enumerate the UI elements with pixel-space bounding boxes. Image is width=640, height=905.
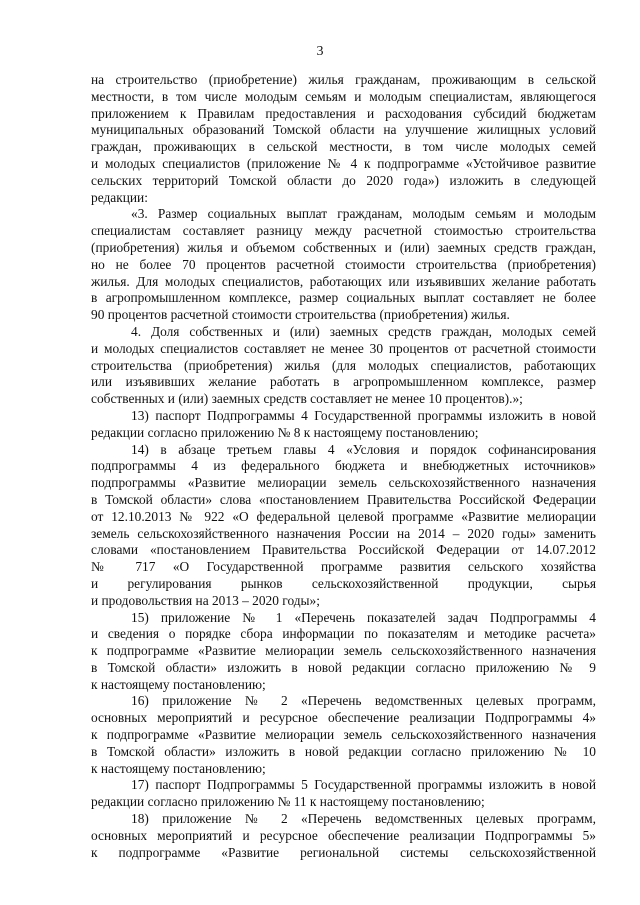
text-line: и регулирования рынков сельскохозяйственной продукции, сырья xyxy=(91,575,596,591)
text-line: к подпрограмме «Развитие мелиорации земель сельскохозяйственного назначения xyxy=(91,643,596,659)
text-line: сельских территорий Томской области до 2020 года») изложить в следующей xyxy=(91,172,596,188)
text-line: в агропромышленном комплексе, размер социальных выплат составляет не более xyxy=(91,290,596,306)
text-line: жилья. Для молодых специалистов, работающих или изъявивших желание работать xyxy=(91,273,596,289)
text-line: и продовольствия на 2013 – 2020 годы»; xyxy=(91,592,320,608)
text-line: 90 процентов расчетной стоимости строительства (приобретения) жилья. xyxy=(91,307,510,323)
text-line: граждан, проживающих в сельской местности, в том числе молодых семей xyxy=(91,139,596,155)
text-line: 14) в абзаце третьем главы 4 «Условия и порядок софинансирования xyxy=(131,441,596,457)
text-line: местности, в том числе молодым семьям и молодым специалистам, являющегося xyxy=(91,88,596,104)
text-line: в Томской области» слова «постановлением Правительства Российской Федерации xyxy=(91,491,596,507)
text-line: и молодых специалистов (приложение № 4 к подпрограмме «Устойчивое развитие xyxy=(91,155,596,171)
text-line: редакции согласно приложению № 8 к настоящему постановлению; xyxy=(91,424,479,440)
text-line: но не более 70 процентов расчетной стоимости строительства (приобретения) xyxy=(91,256,596,272)
text-line: земель сельскохозяйственного назначения России на 2014 – 2020 годы» заменить xyxy=(91,525,596,541)
text-line: от 12.10.2013 № 922 «О федеральной целевой программе «Развитие мелиорации xyxy=(91,508,596,524)
text-line: на строительство (приобретение) жилья гражданам, проживающим в сельской xyxy=(91,72,596,87)
text-line: к настоящему постановлению; xyxy=(91,676,266,692)
text-line: подпрограммы 4 из федерального бюджета и внебюджетных источников» xyxy=(91,458,596,474)
text-line: (приобретения) жилья и объемом собственных и (или) заемных средств граждан, xyxy=(91,239,596,255)
text-line: 4. Доля собственных и (или) заемных средств граждан, молодых семей xyxy=(131,323,596,339)
text-line: 16) приложение № 2 «Перечень ведомственных целевых программ, xyxy=(131,693,596,709)
text-line: «3. Размер социальных выплат гражданам, молодым семьям и молодым xyxy=(131,206,596,222)
text-line: собственных и (или) заемных средств составляет не менее 10 процентов).»; xyxy=(91,391,523,407)
text-line: основных мероприятий и ресурсное обеспечение реализации Подпрограммы 4» xyxy=(91,710,596,726)
text-line: специалистам составляет разницу между расчетной стоимостью строительства xyxy=(91,223,596,239)
text-line: строительства (приобретения) жилья (для молодых специалистов, работающих xyxy=(91,357,596,373)
text-line: в Томской области» изложить в новой редакции согласно приложению № 10 xyxy=(91,743,596,759)
text-line: к подпрограмме «Развитие мелиорации земель сельскохозяйственного назначения xyxy=(91,727,596,743)
text-line: 18) приложение № 2 «Перечень ведомственных целевых программ, xyxy=(131,811,596,827)
document-body xyxy=(91,72,596,861)
text-line: 17) паспорт Подпрограммы 5 Государственной программы изложить в новой xyxy=(131,777,596,793)
text-line: к подпрограмме «Развитие региональной системы сельскохозяйственной xyxy=(91,844,596,860)
text-line: словами «постановлением Правительства Российской Федерации от 14.07.2012 xyxy=(91,542,596,558)
text-line: и сведения о порядке сбора информации по показателям и методике расчета» xyxy=(91,626,596,642)
text-line: 13) паспорт Подпрограммы 4 Государственной программы изложить в новой xyxy=(131,407,596,423)
text-line: редакции согласно приложению № 11 к настоящему постановлению; xyxy=(91,794,485,810)
text-line: основных мероприятий и ресурсное обеспечение реализации Подпрограммы 5» xyxy=(91,827,596,843)
text-line: к настоящему постановлению; xyxy=(91,760,266,776)
text-line: и молодых специалистов составляет не менее 30 процентов от расчетной стоимости xyxy=(91,340,596,356)
text-line: приложением к Правилам предоставления и расходования субсидий бюджетам xyxy=(91,105,596,121)
page-number: 3 xyxy=(316,44,324,59)
text-line: или изъявивших желание работать в агропромышленном комплексе, размер xyxy=(91,374,596,390)
text-line: в Томской области» изложить в новой редакции согласно приложению № 9 xyxy=(91,659,596,675)
text-line: 15) приложение № 1 «Перечень показателей задач Подпрограммы 4 xyxy=(131,609,596,625)
text-line: редакции: xyxy=(91,189,148,205)
text-line: № 717 «О Государственной программе развития сельского хозяйства xyxy=(91,559,596,575)
text-line: муниципальных образований Томской области на улучшение жилищных условий xyxy=(91,122,596,138)
text-line: подпрограммы «Развитие мелиорации земель сельскохозяйственного назначения xyxy=(91,475,596,491)
